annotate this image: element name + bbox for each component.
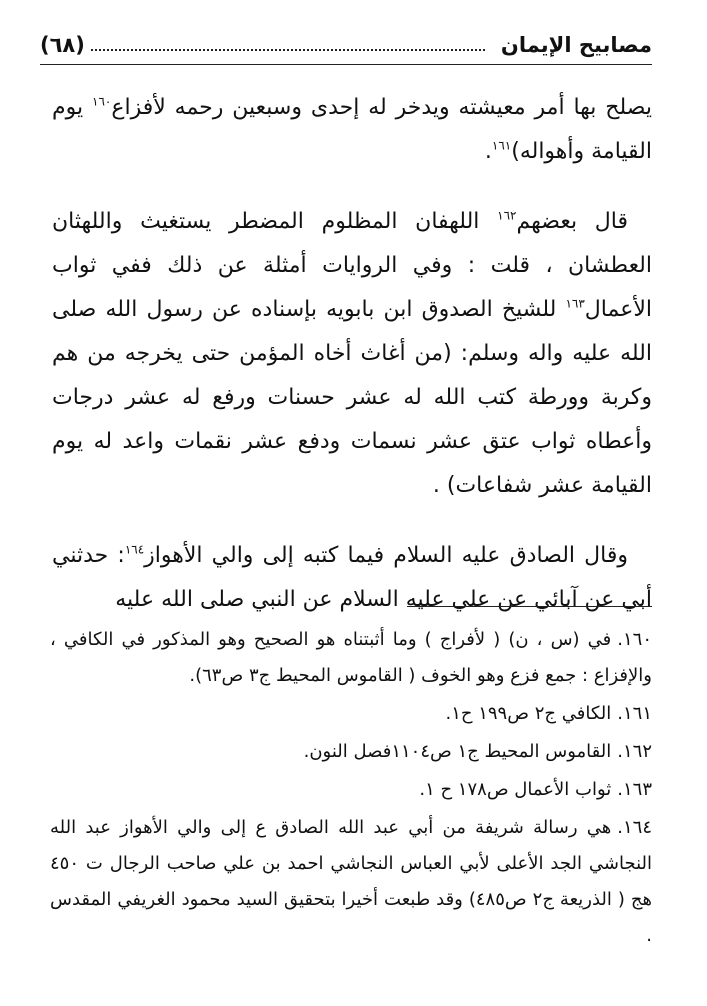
header-dotted-leader (91, 49, 485, 51)
text-run: وقال الصادق عليه السلام فيما كتبه إلى والي الأهواز (144, 543, 629, 568)
footnote-reference: ١٦٤ (124, 542, 145, 557)
paragraph (52, 86, 652, 174)
footnote (50, 734, 652, 770)
text-run: قال بعضهم (516, 209, 628, 234)
text-run: : حدثني أبي عن آبائي عن علي عليه السلام عن النبي صلى الله عليه (52, 543, 652, 612)
footnotes (50, 622, 652, 956)
footnote (50, 772, 652, 808)
footnote-reference: ١٦٠ (92, 94, 112, 109)
book-title: مصابيح الإيمان (500, 33, 652, 57)
text-run: اللهفان المظلوم المضطر يستغيث واللهثان العطشان ، قلت : وفي الروايات أمثلة عن ذلك ففي ثواب الأعمال (52, 209, 652, 322)
footnote-reference: ١٦٣ (565, 296, 585, 311)
footnote-number: ١٦٠. (617, 629, 652, 650)
main-text (52, 86, 652, 648)
footnote-number: ١٦٤. (617, 817, 652, 838)
text-run: للشيخ الصدوق ابن بابويه بإسناده عن رسول الله صلى الله عليه واله وسلم: (من أغاث أخاه المؤمن حتى يخرجه من هم وكربة وورطة كتب الله له عشر حسنات ورفع له عشر درجات وأعطاه ثواب عتق عشر نسمات ودفع عشر نقمات واعد له يوم القيامة عشر شفاعات) . (52, 297, 652, 498)
footnote-reference: ١٦٢ (497, 208, 517, 223)
text-run: . (484, 139, 492, 164)
text-run: يصلح بها أمر معيشته ويدخر له إحدى وسبعين رحمه لأفزاع (111, 95, 652, 120)
paragraph (52, 200, 652, 508)
footnote (50, 622, 652, 694)
running-header (40, 28, 652, 62)
footnote-number: ١٦٢. (617, 741, 652, 762)
footnote-text: ثواب الأعمال ص١٧٨ ح ١. (419, 779, 612, 800)
footnote-text: الكافي ج٢ ص١٩٩ ح١. (445, 703, 612, 724)
footnote-number: ١٦٣. (617, 779, 652, 800)
footnote-text: في (س ، ن) ( لأفراج ) وما أثبتناه هو الصحيح وهو المذكور في الكافي ، والإفزاع : جمع فزع وهو الخوف ( القاموس المحيط ج٣ ص٦٣). (50, 629, 652, 686)
text-run: يوم القيامة وأهواله) (52, 95, 652, 164)
header-rule (40, 64, 652, 65)
footnote-separator (407, 606, 652, 607)
footnote-text: القاموس المحيط ج١ ص١١٠٤فصل النون. (303, 741, 612, 762)
footnote-number: ١٦١. (617, 703, 652, 724)
footnote (50, 696, 652, 732)
footnote-reference: ١٦١ (491, 138, 512, 153)
footnote (50, 810, 652, 954)
page-number: (٦٨) (40, 33, 85, 57)
footnote-text: هي رسالة شريفة من أبي عبد الله الصادق ع إلى والي الأهواز عبد الله النجاشي الجد الأعلى لأبي العباس النجاشي احمد بن علي صاحب الرجال ت ٤٥٠ هج ( الذريعة ج٢ ص٤٨٥) وقد طبعت أخيرا بتحقيق السيد محمود الغريفي المقدس . (50, 817, 652, 946)
paragraph (52, 534, 652, 622)
